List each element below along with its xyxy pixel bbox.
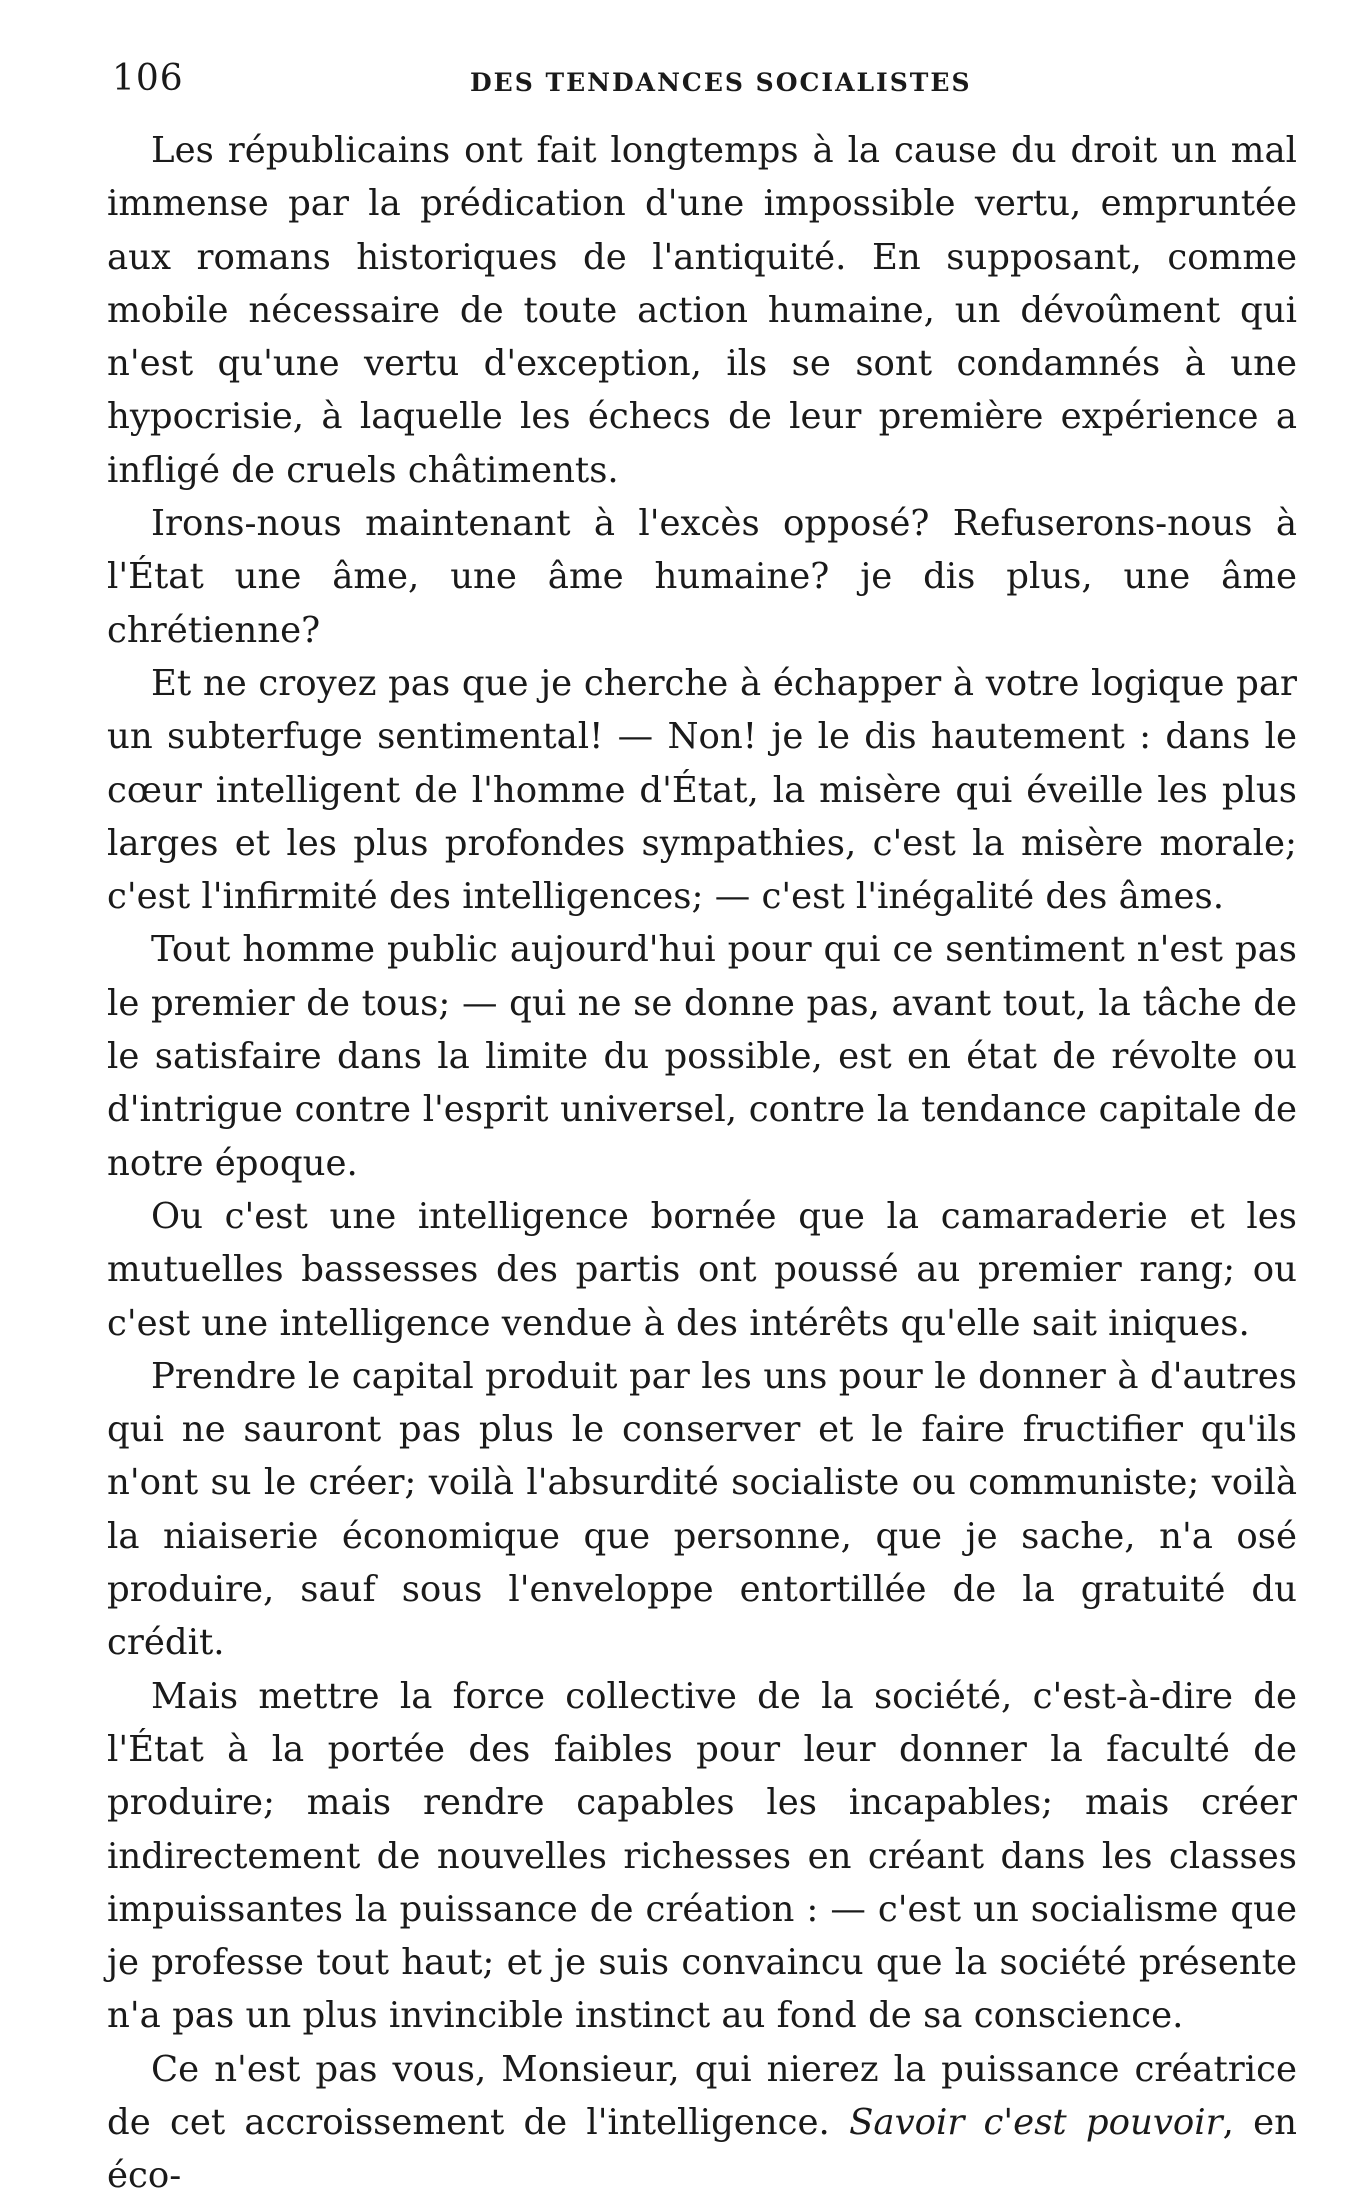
paragraph-last	[107, 2043, 1297, 2203]
paragraph-text-tail: , en éco-	[107, 2101, 1298, 2197]
body-text	[107, 124, 1297, 2203]
paragraph: Mais mettre la force collective de la société, c'est-à-dire de l'État à la portée des faibles pour leur donner la faculté de produire; mais rendre capables les incapables; mais créer indirectement de nouvelles richesses en créant dans les classes impuissantes la puissance de création : — c'est un socialisme que je professe tout haut; et je suis convaincu que la société présente n'a pas un plus invincible instinct au fond de sa conscience.	[107, 1675, 1297, 2037]
italic-phrase: Savoir c'est pouvoir	[849, 2101, 1223, 2143]
paragraph: Tout homme public aujourd'hui pour qui ce sentiment n'est pas le premier de tous; — qui ne se donne pas, avant tout, la tâche de le satisfaire dans la limite du possible, est en état de révolte ou d'intrigue contre l'esprit universel, contre la tendance capitale de notre époque.	[107, 929, 1297, 1184]
paragraph: Et ne croyez pas que je cherche à échapper à votre logique par un subterfuge sentimental! — Non! je le dis hautement : dans le cœur intelligent de l'homme d'État, la misère qui éveille les plus larges et les plus profondes sympathies, c'est la misère morale; c'est l'infirmité des intelligences; — c'est l'inégalité des âmes.	[107, 662, 1297, 918]
running-head: DES TENDANCES SOCIALISTES	[470, 68, 972, 97]
paragraph: Irons-nous maintenant à l'excès opposé? Refuserons-nous à l'État une âme, une âme humaine? je dis plus, une âme chrétienne?	[107, 503, 1297, 651]
paragraph: Prendre le capital produit par les uns pour le donner à d'autres qui ne sauront pas plus le conserver et le faire fructifier qu'ils n'ont su le créer; voilà l'absurdité socialiste ou communiste; voilà la niaiserie économique que personne, que je sache, n'a osé produire, sauf sous l'enveloppe entortillée de la gratuité du crédit.	[107, 1355, 1297, 1664]
paragraph: Ou c'est une intelligence bornée que la camaraderie et les mutuelles bassesses des partis ont poussé au premier rang; ou c'est une intelligence vendue à des intérêts qu'elle sait iniques.	[107, 1195, 1297, 1344]
paragraph-text: Ce n'est pas vous, Monsieur, qui nierez la puissance créatrice de cet accroissement de l'intelligence.	[107, 2048, 1297, 2143]
page-number: 106	[112, 58, 184, 99]
paragraph: Les républicains ont fait longtemps à la cause du droit un mal immense par la prédication d'une impossible vertu, empruntée aux romans historiques de l'antiquité. En supposant, comme mobile nécessaire de toute action humaine, un dévoûment qui n'est qu'une vertu d'exception, ils se sont condamnés à une hypocrisie, à laquelle les échecs de leur première expérience a infligé de cruels châtiments.	[107, 130, 1297, 491]
